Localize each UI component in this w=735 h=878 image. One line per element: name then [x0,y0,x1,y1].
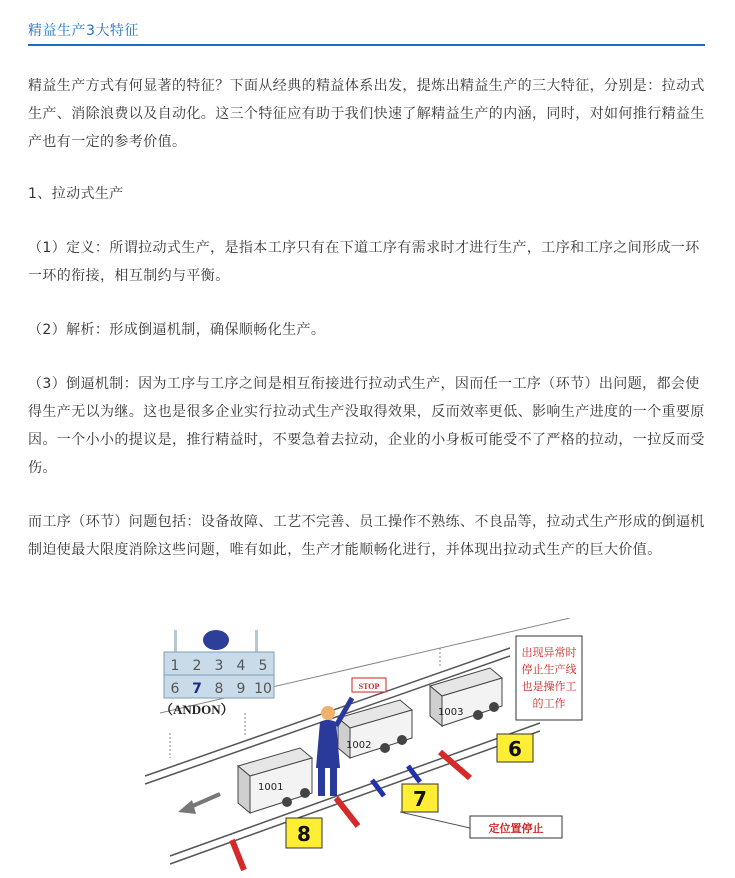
stop-sign [352,678,386,692]
callout-line: 也是操作工 [521,680,577,693]
andon-cell: 7 [192,681,202,697]
andon-cell: 2 [192,658,202,674]
definition-paragraph: （1）定义：所谓拉动式生产，是指本工序只有在下道工序有需求时才进行生产，工序和工序之间形成一环一环的衔接，相互制约与平衡。 [28,240,700,284]
svg-text:7: 7 [413,787,427,811]
callout-line: 出现异常时 [521,646,577,659]
andon-lamp [203,630,229,650]
svg-text:8: 8 [297,822,311,846]
station-6 [497,734,533,762]
andon-cell: 4 [236,658,246,674]
andon-label: （ANDON） [160,702,234,717]
andon-cell: 6 [170,681,180,697]
andon-cell: 5 [258,658,268,674]
red-marker [232,840,244,870]
callout-line: 停止生产线 [521,663,577,676]
station-8 [286,818,322,848]
andon-cell: 8 [214,681,224,697]
cart-1002 [338,700,412,758]
svg-text:STOP: STOP [358,682,380,691]
andon-cell: 9 [236,681,246,697]
svg-text:1003: 1003 [438,707,464,718]
svg-text:6: 6 [508,737,522,761]
callout-line: 的工作 [532,697,566,710]
andon-line-illustration [140,618,590,878]
svg-text:1001: 1001 [258,782,284,793]
position-stop-callout [400,812,562,838]
cart-1001 [238,748,312,813]
abnormal-stop-callout [516,636,582,720]
analysis-paragraph: （2）解析：形成倒逼机制，确保顺畅化生产。 [28,322,326,338]
svg-text:定位置停止: 定位置停止 [488,822,544,835]
cart-1003 [430,668,502,726]
section-heading: 1、拉动式生产 [28,186,124,202]
direction-arrow-icon [178,794,220,814]
andon-board [160,630,274,717]
problems-paragraph: 而工序（环节）问题包括：设备故障、工艺不完善、员工操作不熟练、不良品等，拉动式生产形成的倒逼机制迫使最大限度消除这些问题，唯有如此，生产才能顺畅化进行，并体现出拉动式生产的巨大价值。 [28,514,705,558]
andon-cell: 3 [214,658,224,674]
mechanism-paragraph: （3）倒逼机制：因为工序与工序之间是相互衔接进行拉动式生产，因而任一工序（环节）出问题，都会使得生产无以为继。这也是很多企业实行拉动式生产没取得效果，反而效率更低、影响生产进度的一个重要原因。一个小小的提议是，推行精益时，不要急着去拉动，企业的小身板可能受不了严格的拉动，一拉反而受伤。 [28,376,705,476]
article-title: 精益生产3大特征 [28,23,139,39]
svg-text:1002: 1002 [346,740,372,751]
station-7 [402,784,438,812]
intro-paragraph: 精益生产方式有何显著的特征？下面从经典的精益体系出发，提炼出精益生产的三大特征，分别是：拉动式生产、消除浪费以及自动化。这三个特征应有助于我们快速了解精益生产的内涵，同时，对如何推行精益生产也有一定的参考价值。 [28,78,705,150]
andon-cell: 10 [254,681,272,697]
andon-cell: 1 [170,658,180,674]
title-divider [28,44,705,46]
